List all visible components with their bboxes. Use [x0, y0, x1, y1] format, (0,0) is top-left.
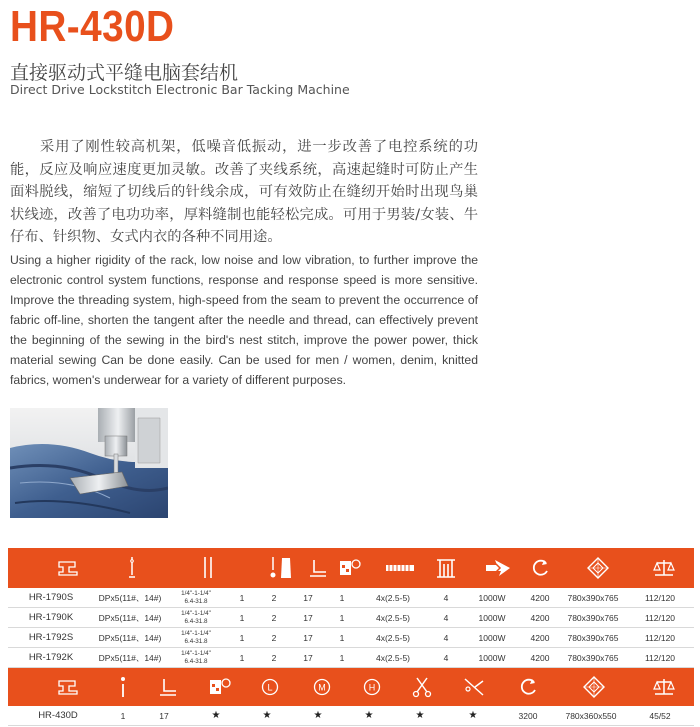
value-cell: 1 [226, 588, 258, 608]
weight-cell: 112/120 [626, 608, 694, 628]
machine-icon [48, 548, 88, 588]
power-cell: 1000W [464, 608, 520, 628]
stitch-length-icon [188, 548, 228, 588]
frame-icon [426, 548, 466, 588]
model-cell: HR-1792S [8, 628, 94, 648]
model-title: HR-430D [10, 2, 175, 51]
stitch-range-inch: 1/4"-1-1/4" [181, 650, 211, 657]
motor-length-icon [380, 548, 420, 588]
weight-cell: 112/120 [626, 628, 694, 648]
value-cell: 1 [326, 628, 358, 648]
speed-cell: 4200 [520, 628, 560, 648]
stitch-range-inch: 1/4"-1-1/4" [181, 630, 211, 637]
value-cell: 1 [108, 706, 138, 726]
needle-cell: DPx5(11#、14#) [94, 628, 166, 648]
value-cell: 4x(2.5-5) [358, 648, 428, 668]
feature-star: ★ [344, 706, 394, 726]
value-cell: 2 [258, 648, 290, 668]
stitch-range-mm: 6.4-31.8 [184, 597, 208, 605]
model-cell: HR-1790K [8, 608, 94, 628]
sewing-machine-needle-photo [10, 408, 168, 518]
dimension-icon [574, 668, 614, 706]
speed-cell: 4200 [520, 648, 560, 668]
machine-icon [48, 668, 88, 706]
table1-header-band [8, 548, 694, 588]
value-cell: 4 [428, 608, 464, 628]
heavy-material-icon [352, 668, 392, 706]
model-cell: HR-430D [8, 706, 108, 726]
presser-foot-icon [148, 668, 188, 706]
needle-cell: DPx5(11#、14#) [94, 608, 166, 628]
stitch-range-inch: 1/4"-1-1/4" [181, 610, 211, 617]
value-cell: 2 [258, 608, 290, 628]
value-cell: 1 [226, 608, 258, 628]
speed-cell: 3200 [500, 706, 556, 726]
table-row [8, 628, 694, 648]
feature-star: ★ [190, 706, 242, 726]
value-cell: 4x(2.5-5) [358, 588, 428, 608]
feature-star: ★ [242, 706, 292, 726]
medium-material-icon [302, 668, 342, 706]
weight-cell: 112/120 [626, 648, 694, 668]
stitch-range-cell [166, 628, 226, 648]
power-cell: 1000W [464, 628, 520, 648]
value-cell: 17 [138, 706, 190, 726]
speed-cell: 4200 [520, 608, 560, 628]
control-box-icon [330, 548, 370, 588]
power-cell: 1000W [464, 648, 520, 668]
value-cell: 1 [326, 648, 358, 668]
dimension-cell: 780x390x765 [560, 628, 626, 648]
value-cell: 4 [428, 648, 464, 668]
value-cell: 17 [290, 648, 326, 668]
needle-cell: DPx5(11#、14#) [94, 588, 166, 608]
spec-table-2 [8, 706, 694, 726]
feature-star: ★ [292, 706, 344, 726]
needle-icon [112, 548, 152, 588]
light-material-icon [250, 668, 290, 706]
value-cell: 17 [290, 628, 326, 648]
needle-count-icon [108, 668, 138, 706]
value-cell: 17 [290, 588, 326, 608]
table-row [8, 648, 694, 668]
value-cell: 4 [428, 628, 464, 648]
weight-cell: 45/52 [626, 706, 694, 726]
table-row [8, 588, 694, 608]
stitch-range-inch: 1/4"-1-1/4" [181, 590, 211, 597]
dimension-cell: 780x390x765 [560, 608, 626, 628]
value-cell: 4 [428, 588, 464, 608]
speed-cell: 4200 [520, 588, 560, 608]
weight-icon [644, 548, 684, 588]
value-cell: 1 [326, 588, 358, 608]
feature-star: ★ [394, 706, 446, 726]
dimension-icon [578, 548, 618, 588]
dimension-cell: 780x360x550 [556, 706, 626, 726]
stitch-range-cell [166, 608, 226, 628]
dimension-cell: 780x390x765 [560, 588, 626, 608]
product-title-english: Direct Drive Lockstitch Electronic Bar Tacking Machine [10, 82, 350, 97]
stitch-range-cell [166, 588, 226, 608]
description-english: Using a higher rigidity of the rack, low noise and low vibration, to further improve the electronic control system functions, response and response speed is more sensitive. Improve the threading system, high-speed from the seam to prevent the occurrence of fabric off-line, shorten the tangent after the needle and thread, can effectively prevent the beginning of the sewing in the bird's nest stitch, improve the power power, thick material sewing Can be done easily. Can be used for men / women, denim, knitted fabrics, women's underwear for a variety of different purposes. [10, 253, 478, 387]
stitch-range-mm: 6.4-31.8 [184, 617, 208, 625]
table2-header-band [8, 668, 694, 706]
table-row [8, 608, 694, 628]
description-chinese: 采用了刚性较高机架，低噪音低振动，进一步改善了电控系统的功能，反应及响应速度更加灵敏。改善了夹线系统，高速起缝时可防止产生面料脱线，缩短了切线后的针线余成，可有效防止在缝纫开始时出现鸟巢状线迹，改善了电功功率，厚料缝制也能轻松完成。可用于男装/女装、牛仔布、针织物、女式内衣的各种不同用途。 [10, 139, 478, 245]
needle-cell: DPx5(11#、14#) [94, 648, 166, 668]
feature-star: ★ [446, 706, 500, 726]
stitch-range-mm: 6.4-31.8 [184, 637, 208, 645]
value-cell: 2 [258, 588, 290, 608]
stitch-range-mm: 6.4-31.8 [184, 657, 208, 665]
value-cell: 4x(2.5-5) [358, 608, 428, 628]
medium-material-letter: M [318, 682, 326, 693]
model-cell: HR-1790S [8, 588, 94, 608]
value-cell: 1 [326, 608, 358, 628]
stitch-range-cell [166, 648, 226, 668]
spec-table-1 [8, 588, 694, 668]
power-icon [476, 548, 520, 588]
speed-icon [520, 548, 560, 588]
speed-icon [508, 668, 548, 706]
value-cell: 1 [226, 648, 258, 668]
value-cell: 1 [226, 628, 258, 648]
heavy-material-letter: H [368, 682, 376, 693]
weight-icon [644, 668, 684, 706]
product-title-chinese: 直接驱动式平缝电脑套结机 [10, 62, 239, 84]
model-cell: HR-1792K [8, 648, 94, 668]
value-cell: 4x(2.5-5) [358, 628, 428, 648]
thread-cutter-icon [454, 668, 494, 706]
value-cell: 2 [258, 628, 290, 648]
table-row [8, 706, 694, 726]
value-cell: 17 [290, 608, 326, 628]
light-material-letter: L [267, 682, 273, 693]
power-cell: 1000W [464, 588, 520, 608]
dimension-cell: 780x390x765 [560, 648, 626, 668]
control-box-icon [200, 668, 240, 706]
scissors-icon [402, 668, 442, 706]
weight-cell: 112/120 [626, 588, 694, 608]
